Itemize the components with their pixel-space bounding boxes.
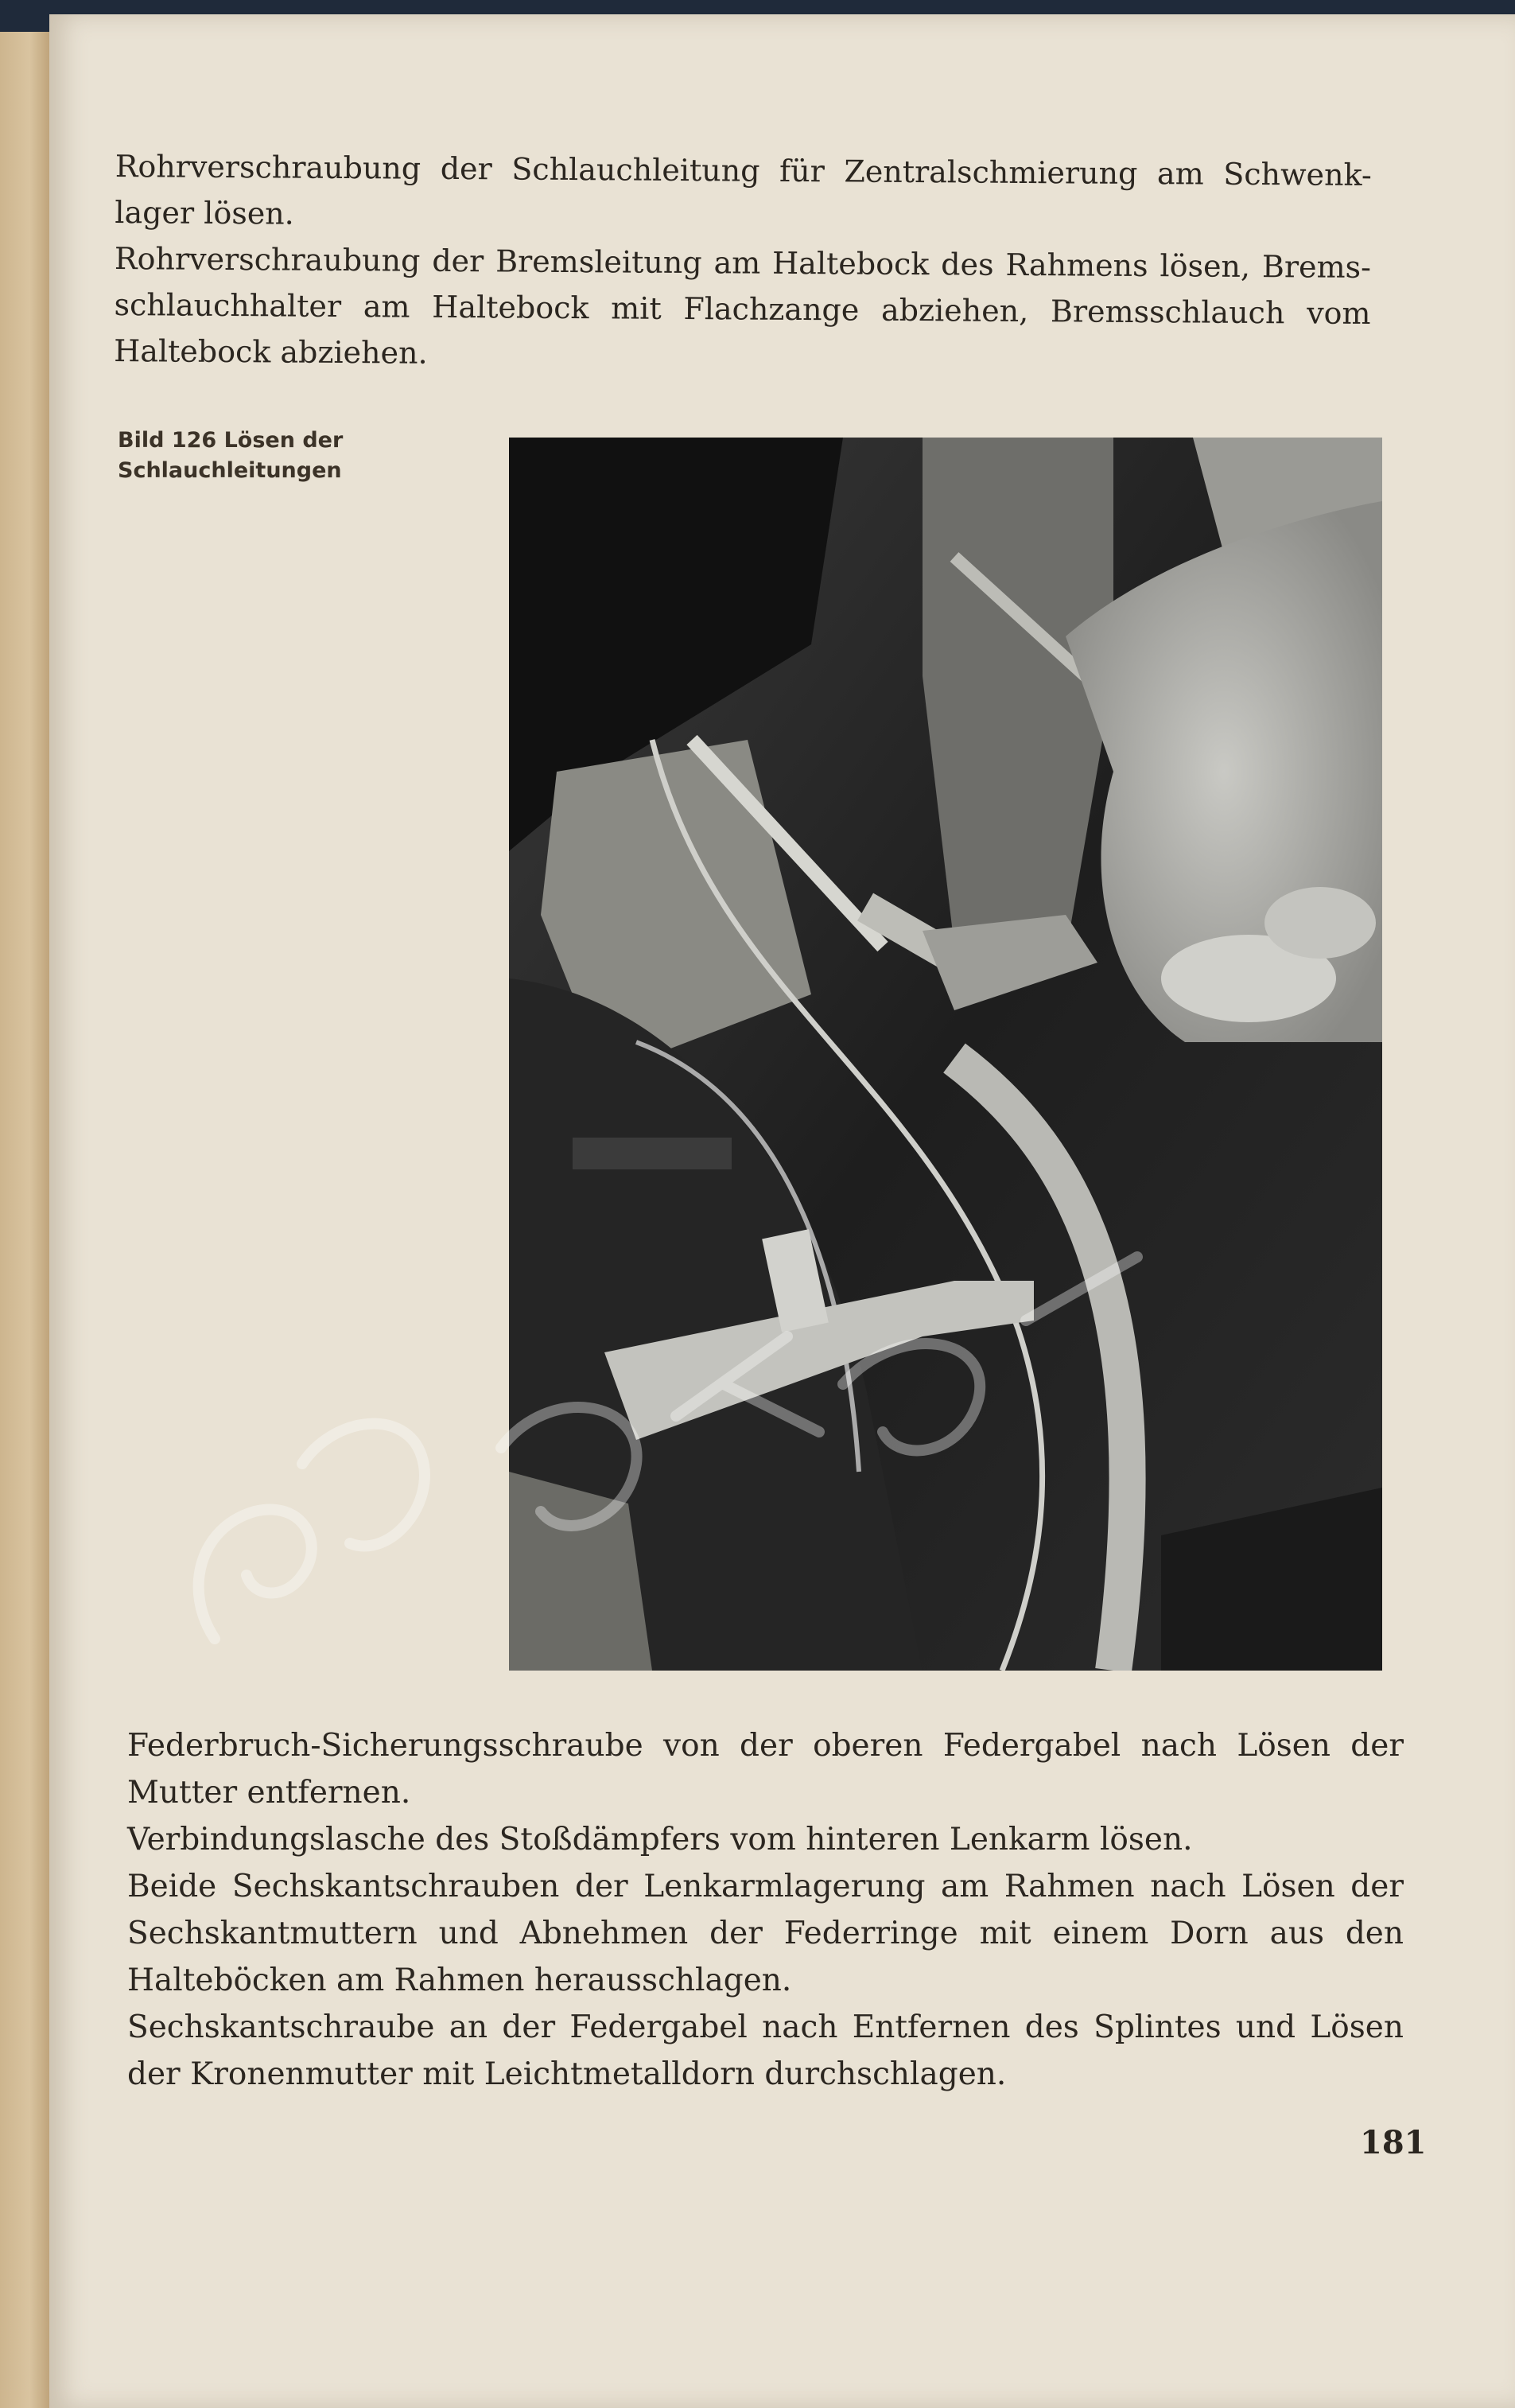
- bottom-text-block: [127, 1722, 1404, 2098]
- paragraph: Federbruch-Sicherungsschraube von der oberen Federgabel nach Lösen der Mutter entfernen.: [127, 1728, 1404, 1811]
- paragraph: Rohrverschraubung der Bremsleitung am Haltebock des Rahmens lösen, Brems- schlauchhalter am Haltebock mit Flachzange abziehen, Bremsschlauch vom Haltebock abziehen.: [114, 240, 1372, 371]
- paragraph: Beide Sechskantschrauben der Lenkarmlagerung am Rahmen nach Lösen der Sechskantmuttern und Abnehmen der Federringe mit einem Dorn aus den Halteböcken am Rahmen herausschlagen.: [127, 1869, 1404, 1998]
- page-number: 181: [1360, 2124, 1427, 2161]
- paragraph: Verbindungslasche des Stoßdämpfers vom hinteren Lenkarm lösen.: [127, 1822, 1193, 1858]
- figure-caption: Bild 126 Lösen der Schlauchleitungen: [118, 428, 344, 483]
- paragraph: Rohrverschraubung der Schlauchleitung für Zentralschmierung am Schwenk- lager lösen.: [115, 148, 1372, 231]
- paragraph: Sechskantschraube an der Federgabel nach Entfernen des Splintes und Lösen der Kronenmutter mit Leichtmetalldorn durchschlagen.: [127, 2009, 1404, 2092]
- top-text-block: [114, 143, 1372, 383]
- figure-photo: [509, 438, 1382, 1671]
- book-spine: [0, 32, 49, 2408]
- photo-illustration: [509, 438, 1382, 1671]
